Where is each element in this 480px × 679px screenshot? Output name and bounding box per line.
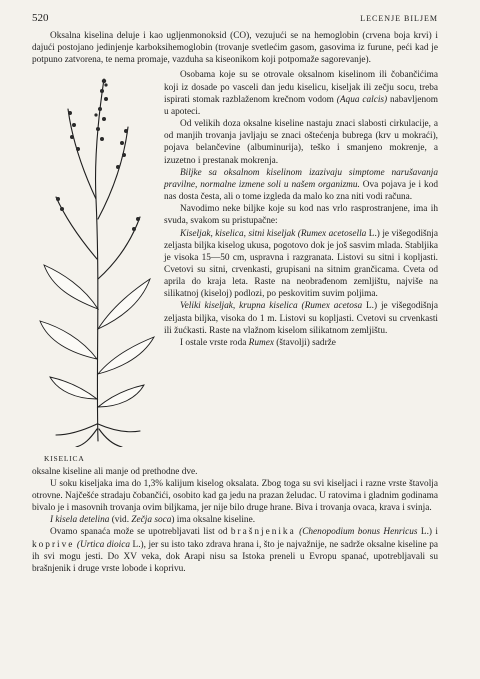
paragraph-warning: Biljke sa oksalnom kiselinom izazivaju simptome narušavanja pravilne, normalne izmene soli u našem organizmu. Ova pojava je i kod nas dosta česta, ali o tome izgleda da malo ko zna niti vodi računa. xyxy=(164,167,438,203)
intro-paragraph: Oksalna kiselina deluje i kao ugljenmonoksid (CO), vezujući se na hemoglobin (crvena boja krvi) i dajući postojano jedinjenje karboksihemoglobin (trovanje svetlećim gasom, gasovima iz furune, peći kad je potpuno zatvorena, te nema promaje, vazduha sa kiseonikom koji potpomaže sagorevanje). xyxy=(32,31,438,66)
figure xyxy=(32,69,164,465)
paragraph-list-intro: Navodimo neke biljke koje su kod nas vrlo rasprostranjene, ima ih svuda, svakom su pristupačne: xyxy=(164,204,438,227)
sorrel-plant-illustration xyxy=(32,69,164,447)
paragraph-rumex-acetosella: Kiseljak, kiselica, sitni kiseljak (Rumex acetosella L.) je višegodišnja zeljasta biljka kiselog ukusa, pogotovo dok je još sasvim mlada. Stabljika je visoka 15—50 cm, uspravna i razgranata. Listovi su sitni i kopljasti. Cvetovi su sitni, crvenkasti, grupisani na sitnim grančicama. Cveta od aprila do kraja leta. Raste na neobrađenom zemljištu, najviše na silikatnoj (kiseloj) podlozi, po peskovitim suvim poljima. xyxy=(164,228,439,300)
paragraph-oxalis: I kisela detelina (vid. Zečja soca) ima oksalne kiseline. xyxy=(50,515,256,526)
paragraph-oxalate: U soku kiseljaka ima do 1,3% kalijum kiselog oksalata. Zbog toga su svi kiseljaci i razne vrste štavolja otrovne. Najčešće stradaju čobančići, osobito kad ga jedu na prazan želudac. U ratovima i gladnim godinama bivalo je i masovnih trovanja ovim biljkama, jer nije bilo druge hrane. Biva i trovanja ovaca, krava i svinja. xyxy=(32,478,438,514)
paragraph-treatment: Osobama koje su se otrovale oksalnom kiselinom ili čobančićima koji iz dosade po vasceli dan jedu kiselicu, kiseljak ili zečju socu, treba ispirati stomak razblaženom krečnom vodom (Aqua calcis) nabavljenom u apoteci. xyxy=(164,70,439,117)
text-column xyxy=(164,69,438,465)
paragraph-symptoms: Od velikih doza oksalne kiseline nastaju znaci slabosti cirkulacije, a od manjih trovanja javljaju se znaci oštećenja bubrega (krv u mokraći), pojava belančevine (albuminurija), teško i smanjeno mokrenje, a izuzetno i prestanak mokrenja. xyxy=(164,119,438,166)
paragraph-rumex-genus-cont: oksalne kiseline ali manje od prethodne dve. xyxy=(32,466,198,477)
page-header xyxy=(32,12,438,24)
paragraph-rumex-genus: I ostale vrste roda Rumex (štavolji) sadrže xyxy=(180,337,336,348)
figure-text-wrap xyxy=(32,69,438,465)
page-number: 520 xyxy=(32,12,49,24)
figure-caption: KISELICA xyxy=(44,454,85,464)
paragraph-rumex-acetosa: Veliki kiseljak, krupna kiselica (Rumex acetosa L.) je višegodišnja zeljasta biljka, visoka do 1 m. Listovi su kopljasti. Cvetovi su crvenkasti ili žućkasti. Raste na vlažnom kiselom silikatnom zemljištu. xyxy=(164,301,438,336)
running-head: LECENJE BILJEM xyxy=(360,14,438,23)
page-body xyxy=(32,30,438,575)
paragraph-alternatives: Ovamo spanaća može se upotrebljavati list od brašnjenika (Chenopodium bonus Henricus L.) i koprive (Urtica dioica L.), jer su isto tako zdrava hrana i, što je najvažnije, ne sadrže oksalne kiseline pa ih svi mogu jesti. Do XV veka, dok Arapi nisu sa Istoka preneli u Evropu spanać, upotrebljavali su brašnjenik i druge vrste lobode i koprivu. xyxy=(32,527,439,574)
